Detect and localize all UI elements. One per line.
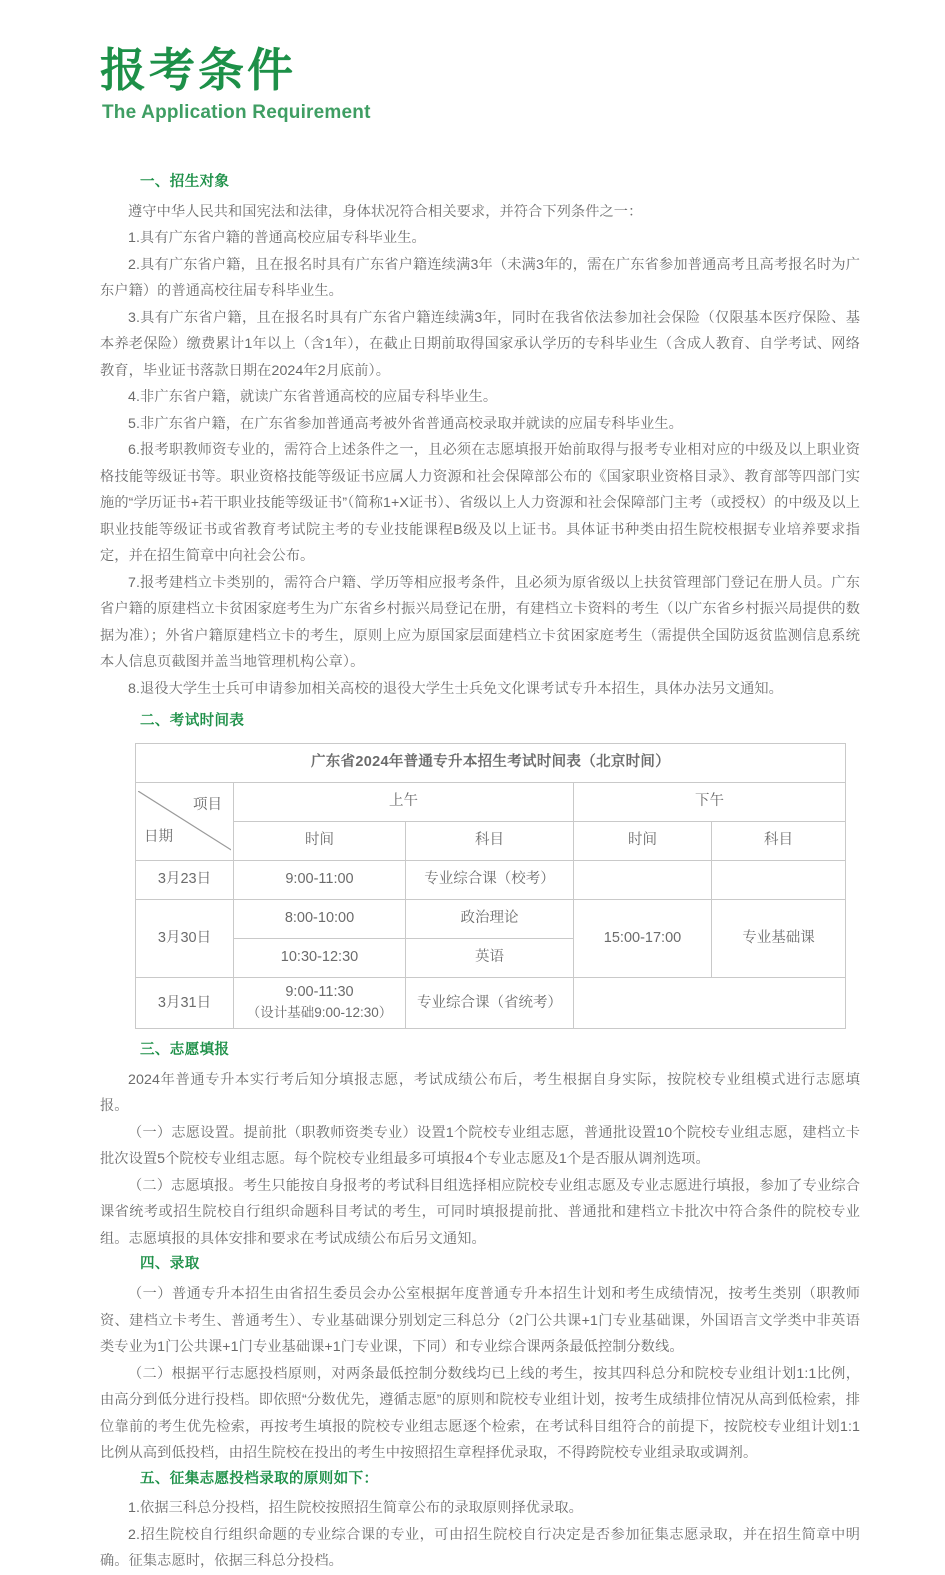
row1-morning-time-b: 10:30-12:30 [234, 939, 406, 978]
section5-item-2: 2.招生院校自行组织命题的专业综合课的专业，可由招生院校自行决定是否参加征集志愿录取，并在招生简章中明确。征集志愿时，依据三科总分投档。 [100, 1526, 860, 1570]
table-corner-cell [136, 783, 234, 861]
document-content [100, 172, 860, 1575]
group-header-afternoon: 下午 [574, 783, 846, 822]
group-header-morning: 上午 [234, 783, 574, 822]
corner-label-date: 日期 [144, 829, 173, 846]
table-sub-header-row [136, 822, 846, 861]
sub-header-morning-subject: 科目 [406, 822, 574, 861]
row1-afternoon-time: 15:00-17:00 [574, 900, 712, 978]
sub-header-afternoon-time: 时间 [574, 822, 712, 861]
table-title-row [136, 744, 846, 783]
row-date-1: 3月30日 [136, 900, 234, 978]
table-title: 广东省2024年普通专升本招生考试时间表（北京时间） [136, 744, 846, 783]
row2-morning-subject: 专业综合课（省统考） [406, 978, 574, 1029]
page-subtitle: The Application Requirement [102, 101, 371, 123]
table-row [136, 900, 846, 939]
section-heading-exam-schedule: 二、考试时间表 [140, 713, 245, 730]
sub-header-afternoon-subject: 科目 [712, 822, 846, 861]
row1-afternoon-subject: 专业基础课 [712, 900, 846, 978]
section4-item-1: （一）普通专升本招生由省招生委员会办公室根据年度普通专升本招生计划和考生成绩情况，按考生类别（职教师资、建档立卡考生、普通考生）、专业基础课分别划定三科总分（2门公共课+1门专业基础课，外国语言文学类中非英语类专业为1门公共课+1门专业基础课+1门专业课，下同）和专业综合课两条最低控制分数线。 [100, 1286, 860, 1356]
section1-item-2: 2.具有广东省户籍，且在报名时具有广东省户籍连续满3年（未满3年的，需在广东省参加普通高考且高考报名时为广东户籍）的普通高校往届专科毕业生。 [100, 256, 860, 300]
section3-item-1: 2024年普通专升本实行考后知分填报志愿，考试成绩公布后，考生根据自身实际，按院校专业组模式进行志愿填报。 [100, 1071, 860, 1115]
section1-item-1: 1.具有广东省户籍的普通高校应届专科毕业生。 [128, 230, 426, 247]
row1-morning-time-a: 8:00-10:00 [234, 900, 406, 939]
row0-afternoon-time [574, 861, 712, 900]
row-date-0: 3月23日 [136, 861, 234, 900]
section1-item-4: 4.非广东省户籍，就读广东省普通高校的应届专科毕业生。 [128, 389, 498, 406]
row0-morning-subject: 专业综合课（校考） [406, 861, 574, 900]
section-heading-admission-targets: 一、招生对象 [140, 174, 230, 190]
section-heading-supplementary-volunteer: 五、征集志愿投档录取的原则如下： [140, 1470, 379, 1487]
corner-label-item: 项目 [193, 796, 222, 813]
page-title: 报考条件 [100, 44, 296, 96]
exam-schedule-table [135, 743, 846, 1029]
section1-intro: 遵守中华人民共和国宪法和法律，身体状况符合相关要求，并符合下列条件之一： [128, 203, 643, 220]
section5-item-1: 1.依据三科总分投档，招生院校按照招生简章公布的录取原则择优录取。 [128, 1500, 583, 1517]
section3-item-2: （一）志愿设置。提前批（职教师资类专业）设置1个院校专业组志愿，普通批设置10个院校专业组志愿，建档立卡批次设置5个院校专业组志愿。每个院校专业组最多可填报4个专业志愿及1个是否服从调剂选项。 [100, 1124, 860, 1168]
section1-item-3: 3.具有广东省户籍，且在报名时具有广东省户籍连续满3年，同时在我省依法参加社会保险（仅限基本医疗保险、基本养老保险）缴费累计1年以上（含1年），在截止日期前取得国家承认学历的专科毕业生（含成人教育、自学考试、网络教育，毕业证书落款日期在2024年2月底前）。 [100, 309, 860, 379]
row0-afternoon-subject [712, 861, 846, 900]
row2-afternoon-merged [574, 978, 846, 1029]
section-heading-volunteer-application: 三、志愿填报 [140, 1042, 230, 1059]
sub-header-morning-time: 时间 [234, 822, 406, 861]
table-row [136, 861, 846, 900]
section4-item-2: （二）根据平行志愿投档原则，对两条最低控制分数线均已上线的考生，按其四科总分和院校专业组计划1:1比例，由高分到低分进行投档。即依照“分数优先，遵循志愿”的原则和院校专业组计划，按考生成绩排位情况从高到低检索，排位靠前的考生优先检索，再按考生填报的院校专业组志愿逐个检索，在考试科目组符合的前提下，按院校专业组计划1:1比例从高到低投档，由招生院校在投出的考生中按照招生章程择优录取，不得跨院校专业组录取或调剂。 [100, 1365, 860, 1462]
page-title-block [100, 46, 371, 124]
row2-morning-time-main: 9:00-11:30 [285, 984, 354, 1000]
exam-schedule-table-wrapper [135, 743, 845, 1029]
section1-item-5: 5.非广东省户籍，在广东省参加普通高考被外省普通高校录取并就读的应届专科毕业生。 [128, 415, 683, 432]
row1-morning-subject-b: 英语 [406, 939, 574, 978]
section1-item-8: 8.退役大学生士兵可申请参加相关高校的退役大学生士兵免文化课考试专升本招生，具体办法另文通知。 [128, 680, 783, 697]
section1-item-7: 7.报考建档立卡类别的，需符合户籍、学历等相应报考条件，且必须为原省级以上扶贫管理部门登记在册人员。广东省户籍的原建档立卡贫困家庭考生为广东省乡村振兴局登记在册，有建档立卡资料的考生（以广东省乡村振兴局提供的数据为准）；外省户籍原建档立卡的考生，原则上应为原国家层面建档立卡贫困家庭考生（需提供全国防返贫监测信息系统本人信息页截图并盖当地管理机构公章）。 [100, 574, 860, 671]
table-row [136, 978, 846, 1029]
section-heading-admission: 四、录取 [140, 1256, 200, 1273]
row2-morning-time-note: （设计基础9:00-12:30） [246, 1005, 393, 1021]
table-group-header-row [136, 783, 846, 822]
row-date-2: 3月31日 [136, 978, 234, 1029]
row0-morning-time: 9:00-11:00 [234, 861, 406, 900]
row1-morning-subject-a: 政治理论 [406, 900, 574, 939]
section3-item-3: （二）志愿填报。考生只能按自身报考的考试科目组选择相应院校专业组志愿及专业志愿进行填报，参加了专业综合课省统考或招生院校自行组织命题科目考试的考生，可同时填报提前批、普通批和建档立卡批次中符合条件的院校专业组。志愿填报的具体安排和要求在考试成绩公布后另文通知。 [100, 1177, 860, 1247]
row2-morning-time [234, 978, 406, 1029]
section1-item-6: 6.报考职教师资专业的，需符合上述条件之一，且必须在志愿填报开始前取得与报考专业相对应的中级及以上职业资格技能等级证书等。职业资格技能等级证书应属人力资源和社会保障部公布的《国家职业资格目录》、教育部等四部门实施的“学历证书+若干职业技能等级证书”（简称1+X证书）、省级以上人力资源和社会保障部门主考（或授权）的中级及以上职业技能等级证书或省教育考试院主考的专业技能课程B级及以上证书。具体证书种类由招生院校根据专业培养要求指定，并在招生简章中向社会公布。 [100, 442, 860, 565]
